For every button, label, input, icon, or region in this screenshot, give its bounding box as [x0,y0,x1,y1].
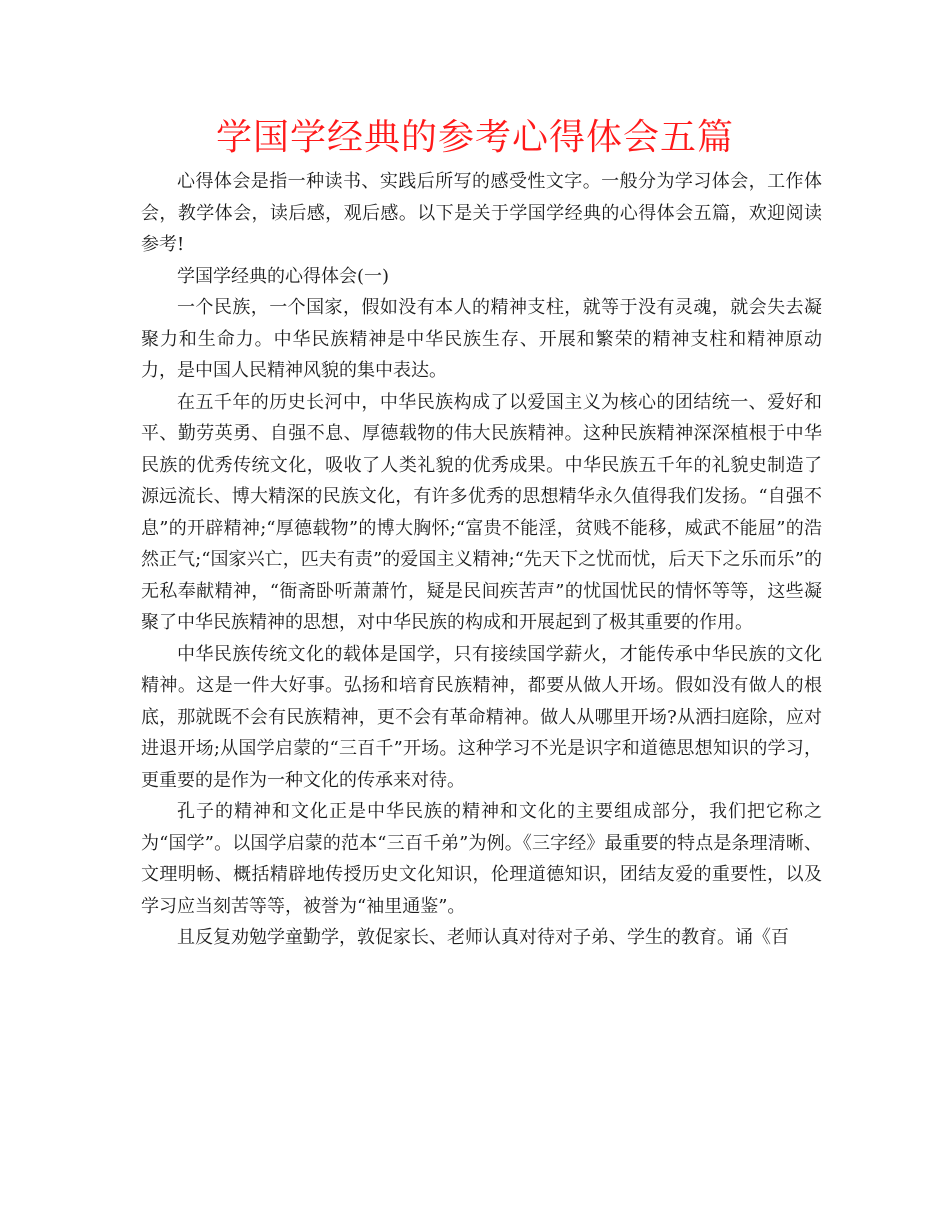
section-heading: 学国学经典的心得体会(一) [177,265,390,287]
document-body [141,166,822,954]
paragraph: 且反复劝勉学童勤学，敦促家长、老师认真对待对子弟、学生的教育。诵《百 [177,927,789,948]
paragraph: 在五千年的历史长河中，中华民族构成了以爱国主义为核心的团结统一、爱好和平、勤劳英勇、自强不息、厚德载物的伟大民族精神。这种民族精神深深植根于中华民族的优秀传统文化，吸收了人类礼貌的优秀成果。中华民族五千年的礼貌史制造了源远流长、博大精深的民族文化，有许多优秀的思想精华永久值得我们发扬。“自强不息”的开辟精神;“厚德载物”的博大胸怀;“富贵不能淫，贫贱不能移，威武不能屈”的浩然正气;“国家兴亡，匹夫有责”的爱国主义精神;“先天下之忧而忧，后天下之乐而乐”的无私奉献精神，“衙斋卧听萧萧竹，疑是民间疾苦声”的忧国忧民的情怀等等，这些凝聚了中华民族精神的思想，对中华民族的构成和开展起到了极其重要的作用。 [141,391,822,633]
paragraph: 中华民族传统文化的载体是国学，只有接续国学薪火，才能传承中华民族的文化精神。这是一件大好事。弘扬和培育民族精神，都要从做人开场。假如没有做人的根底，那就既不会有民族精神，更不会有革命精神。做人从哪里开场?从洒扫庭除，应对进退开场;从国学启蒙的“三百千”开场。这种学习不光是识字和道德思想知识的学习，更重要的是作为一种文化的传承来对待。 [141,643,822,791]
paragraph: 孔子的精神和文化正是中华民族的精神和文化的主要组成部分，我们把它称之为“国学”。以国学启蒙的范本“三百千弟”为例。《三字经》最重要的特点是条理清晰、文理明畅、概括精辟地传授历史文化知识，伦理道德知识，团结友爱的重要性，以及学习应当刻苦等等，被誉为“袖里通鉴”。 [141,801,822,917]
document-title: 学国学经典的参考心得体会五篇 [215,117,734,158]
paragraph-intro: 心得体会是指一种读书、实践后所写的感受性文字。一般分为学习体会，工作体会，教学体会，读后感，观后感。以下是关于学国学经典的心得体会五篇，欢迎阅读参考! [141,171,822,255]
paragraph: 一个民族，一个国家，假如没有本人的精神支柱，就等于没有灵魂，就会失去凝聚力和生命力。中华民族精神是中华民族生存、开展和繁荣的精神支柱和精神原动力，是中国人民精神风貌的集中表达。 [141,297,822,381]
